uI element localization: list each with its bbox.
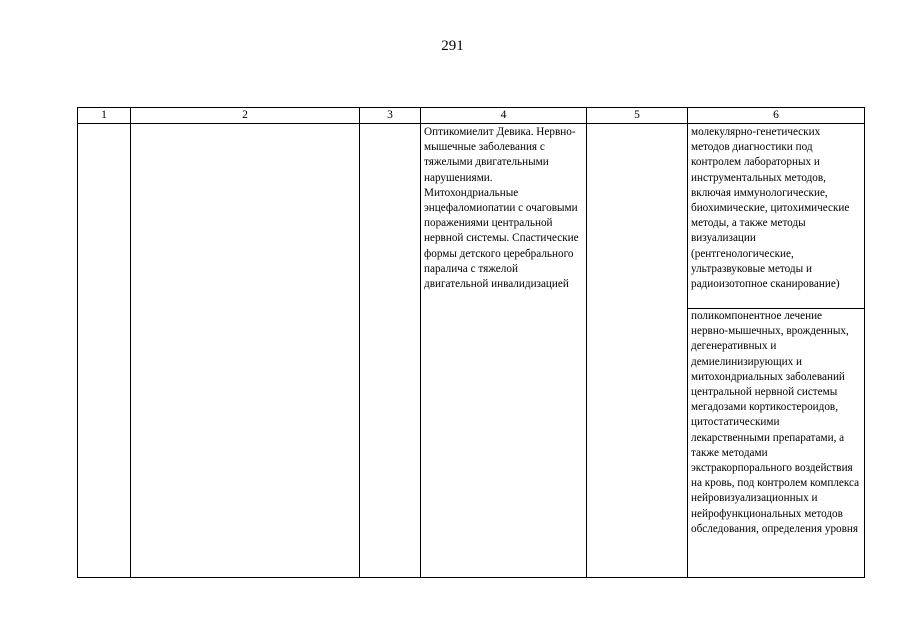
header-cell-2: 2 (131, 108, 360, 124)
cell-col3 (360, 124, 421, 578)
header-cell-6: 6 (688, 108, 865, 124)
table-row (78, 124, 865, 309)
cell-col1 (78, 124, 131, 578)
data-table (77, 107, 865, 578)
cell-col2 (131, 124, 360, 578)
cell-methods-diagnostics: молекулярно-генетических методов диагностики под контролем лабораторных и инструментальных методов, включая иммунологические, биохимические, цитохимические методы, а также методы визуализации (рентгенологические, ультразвуковые методы и радиоизотопное сканирование) (688, 124, 865, 309)
header-cell-5: 5 (587, 108, 688, 124)
header-cell-1: 1 (78, 108, 131, 124)
table-header-row (78, 108, 865, 124)
cell-methods-treatment: поликомпонентное лечение нервно-мышечных, врожденных, дегенеративных и демиелинизирующих и митохондриальных заболеваний центральной нервной системы мегадозами кортикостероидов, цитостатическими лекарственными препаратами, а также методами экстракорпорального воздействия на кровь, под контролем комплекса нейровизуализационных и нейрофункциональных методов обследования, определения уровня (688, 309, 865, 578)
header-cell-3: 3 (360, 108, 421, 124)
header-cell-4: 4 (421, 108, 587, 124)
cell-col5 (587, 124, 688, 578)
cell-diagnosis: Оптикомиелит Девика. Нервно-мышечные заболевания с тяжелыми двигательными нарушениями. Митохондриальные энцефаломиопатии с очаговыми поражениями центральной нервной системы. Спастические формы детского церебрального паралича с тяжелой двигательной инвалидизацией (421, 124, 587, 578)
page-number: 291 (441, 38, 464, 54)
